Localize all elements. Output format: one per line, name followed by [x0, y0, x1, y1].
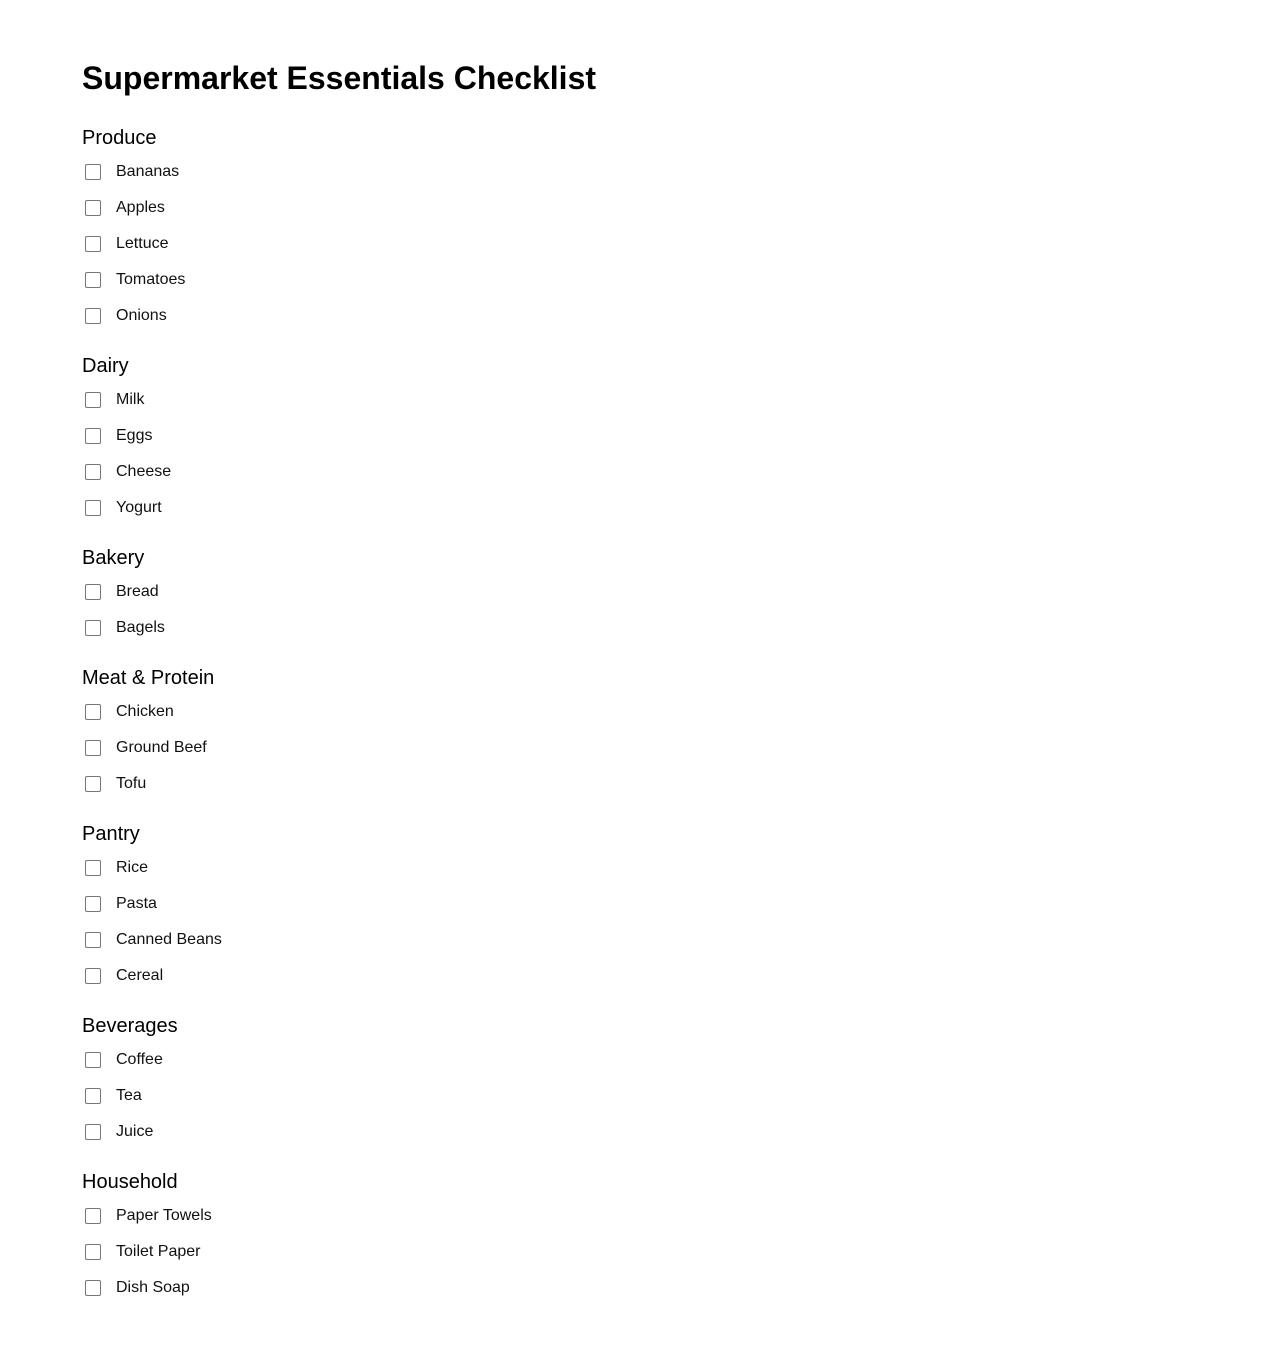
checklist-item[interactable] — [82, 190, 1182, 226]
checklist-item-label: Yogurt — [116, 499, 162, 516]
section-title: Pantry — [82, 823, 140, 845]
checkbox[interactable] — [85, 740, 101, 756]
checkbox[interactable] — [85, 896, 101, 912]
checklist-item-label: Lettuce — [116, 235, 169, 252]
checklist-item-label: Eggs — [116, 427, 153, 444]
checklist-item-label: Bananas — [116, 163, 180, 180]
checklist-item-label: Cereal — [116, 967, 164, 984]
checklist-item-label: Tea — [116, 1087, 142, 1104]
checkbox[interactable] — [85, 1208, 101, 1224]
checklist-item-label: Canned Beans — [116, 931, 222, 948]
checklist-item[interactable] — [82, 454, 1182, 490]
checkbox[interactable] — [85, 236, 101, 252]
checklist-item[interactable] — [82, 1270, 1182, 1302]
section-title: Household — [82, 1171, 178, 1193]
checklist-item-label: Milk — [116, 391, 145, 408]
checklist-item-label: Bread — [116, 583, 159, 600]
checkbox[interactable] — [85, 1124, 101, 1140]
checklist-item[interactable] — [82, 262, 1182, 298]
checklist-item-label: Dish Soap — [116, 1279, 190, 1296]
checklist-item[interactable] — [82, 418, 1182, 454]
checkbox[interactable] — [85, 704, 101, 720]
checklist-item-label: Tofu — [116, 775, 147, 792]
checklist-item[interactable] — [82, 1114, 1182, 1150]
checkbox[interactable] — [85, 272, 101, 288]
checkbox[interactable] — [85, 1244, 101, 1260]
checklist-item[interactable] — [82, 1042, 1182, 1078]
checklist-item[interactable] — [82, 922, 1182, 958]
checklist-item[interactable] — [82, 574, 1182, 610]
checkbox[interactable] — [85, 428, 101, 444]
checklist-page — [82, 0, 1182, 1302]
checklist-item[interactable] — [82, 610, 1182, 646]
checklist-item-label: Tomatoes — [116, 271, 186, 288]
checkbox[interactable] — [85, 620, 101, 636]
checklist-item-label: Rice — [116, 859, 149, 876]
checklist-item[interactable] — [82, 730, 1182, 766]
section-title: Meat & Protein — [82, 667, 215, 689]
checklist-item[interactable] — [82, 382, 1182, 418]
checklist-item[interactable] — [82, 850, 1182, 886]
checklist-item[interactable] — [82, 1234, 1182, 1270]
checklist-item-label: Coffee — [116, 1051, 163, 1068]
checklist-item-label: Pasta — [116, 895, 157, 912]
section-dairy — [82, 350, 1182, 526]
checkbox[interactable] — [85, 1280, 101, 1296]
checklist-item-label: Toilet Paper — [116, 1243, 201, 1260]
checklist-item[interactable] — [82, 958, 1182, 994]
section-meat-protein — [82, 662, 1182, 802]
checkbox[interactable] — [85, 776, 101, 792]
checklist-item[interactable] — [82, 1198, 1182, 1234]
checklist-item[interactable] — [82, 1078, 1182, 1114]
checklist-item-label: Apples — [116, 199, 165, 216]
checkbox[interactable] — [85, 860, 101, 876]
checkbox[interactable] — [85, 392, 101, 408]
checkbox[interactable] — [85, 584, 101, 600]
checkbox[interactable] — [85, 200, 101, 216]
checklist-item[interactable] — [82, 490, 1182, 526]
checklist-item[interactable] — [82, 886, 1182, 922]
checklist-item-label: Bagels — [116, 619, 165, 636]
page-title: Supermarket Essentials Checklist — [82, 60, 597, 96]
section-pantry — [82, 818, 1182, 994]
section-title: Beverages — [82, 1015, 178, 1037]
checklist-item[interactable] — [82, 766, 1182, 802]
checkbox[interactable] — [85, 500, 101, 516]
section-household — [82, 1166, 1182, 1302]
checklist-item[interactable] — [82, 694, 1182, 730]
checkbox[interactable] — [85, 968, 101, 984]
section-title: Produce — [82, 127, 157, 149]
checklist-item-label: Onions — [116, 307, 167, 324]
section-beverages — [82, 1010, 1182, 1150]
checklist-item-label: Cheese — [116, 463, 172, 480]
section-title: Dairy — [82, 355, 129, 377]
checklist-item[interactable] — [82, 154, 1182, 190]
checklist-item-label: Ground Beef — [116, 739, 207, 756]
checkbox[interactable] — [85, 1088, 101, 1104]
section-produce — [82, 122, 1182, 334]
section-title: Bakery — [82, 547, 145, 569]
checklist-item[interactable] — [82, 298, 1182, 334]
checkbox[interactable] — [85, 1052, 101, 1068]
section-bakery — [82, 542, 1182, 646]
checklist-item[interactable] — [82, 226, 1182, 262]
checkbox[interactable] — [85, 464, 101, 480]
checklist-item-label: Paper Towels — [116, 1207, 212, 1224]
checkbox[interactable] — [85, 164, 101, 180]
section-list — [82, 122, 1182, 1302]
checkbox[interactable] — [85, 932, 101, 948]
checkbox[interactable] — [85, 308, 101, 324]
checklist-item-label: Juice — [116, 1123, 154, 1140]
checklist-item-label: Chicken — [116, 703, 174, 720]
